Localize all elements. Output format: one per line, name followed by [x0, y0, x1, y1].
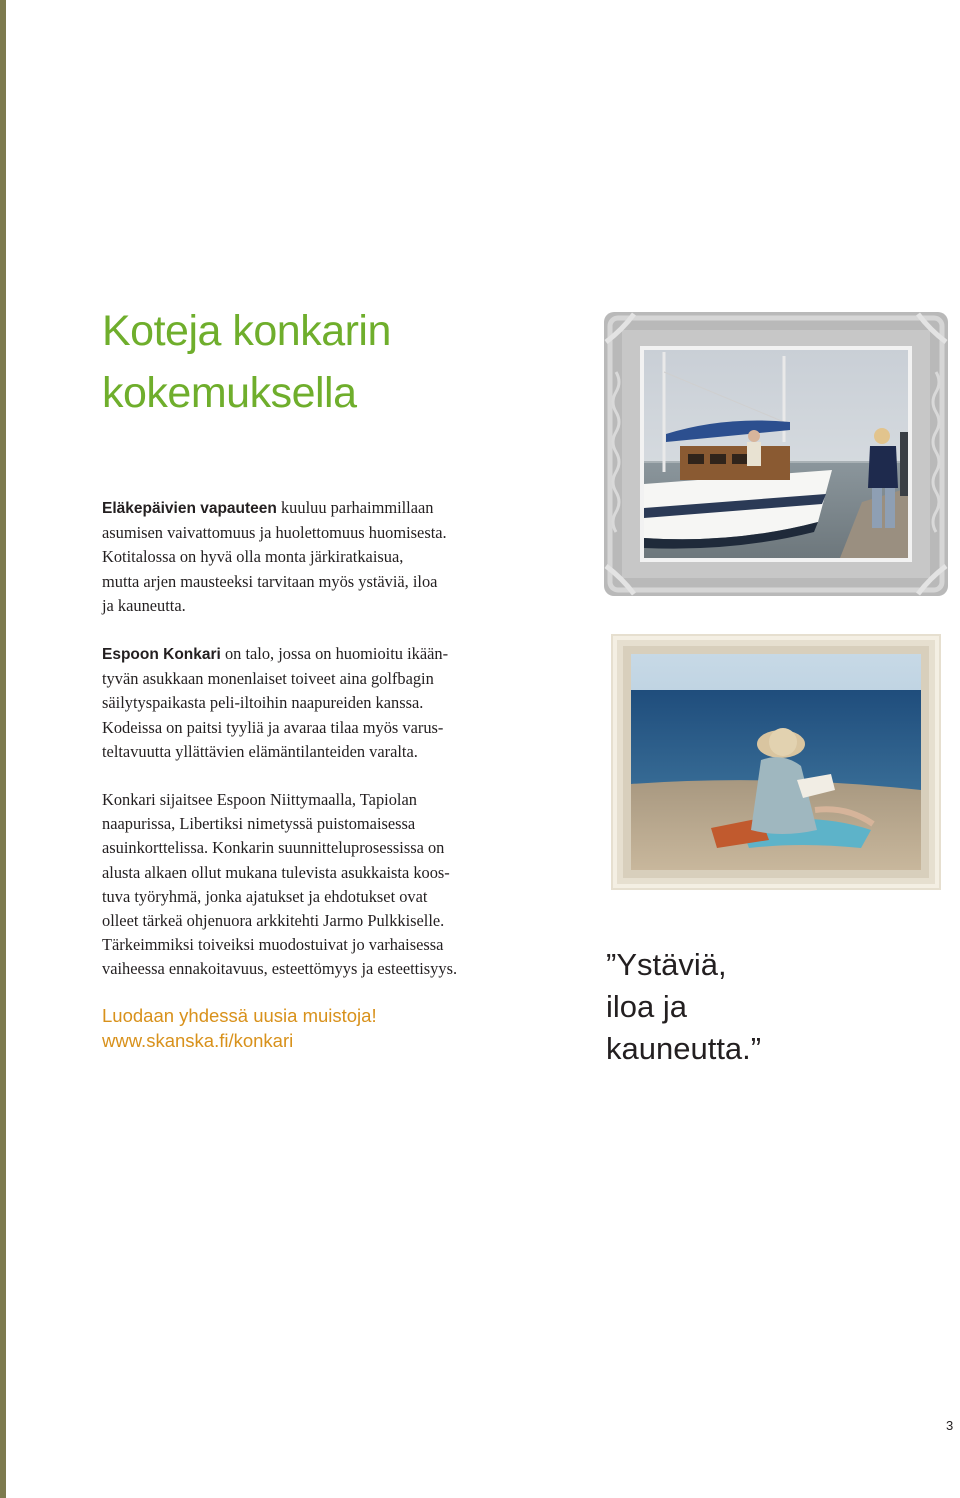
page-spine-strip: [0, 0, 6, 1498]
framed-photo-boat: [604, 312, 948, 596]
title-line-1: Koteja konkarin: [102, 307, 391, 355]
page-title: [102, 300, 582, 424]
quote-line-2: iloa ja: [606, 989, 687, 1024]
quote-line-1: ”Ystäviä,: [606, 947, 727, 982]
lead-phrase: Eläkepäivien vapauteen: [102, 500, 277, 517]
call-to-action: [102, 1003, 377, 1053]
paragraph-intro: Eläkepäivien vapauteen kuuluu parhaimmillaan asumisen vaivattomuus ja huolettomuus huomisesta. Kotitalossa on hyvä olla monta järkiratkaisua, mutta arjen mausteeksi tarvitaan myös ystäviä, iloa ja kauneutta.: [102, 498, 447, 615]
beach-photo-illustration: [611, 634, 941, 890]
lead-phrase: Espoon Konkari: [102, 646, 221, 664]
paragraph-konkari: Espoon Konkari on talo, jossa on huomioitu ikään- tyvän asukkaan monenlaiset toiveet aina golfbagin säilytyspaikasta peli-iltoihin naapureiden kanssa. Kodeissa on paitsi tyyliä ja avaraa tilaa myös varus- teltavuutta yllättävien elämäntilanteiden varalta.: [102, 644, 449, 761]
framed-photo-beach: [611, 634, 941, 890]
cta-tagline: Luodaan yhdessä uusia muistoja!: [102, 1005, 377, 1026]
quote-line-3: kauneutta.”: [606, 1031, 762, 1066]
body-text-column: [102, 496, 532, 1006]
paragraph-location: Konkari sijaitsee Espoon Niittymaalla, Tapiolan naapurissa, Libertiksi nimetyssä puistomaisessa asuinkorttelissa. Konkarin suunnitteluprosessissa on alusta alkaen ollut mukana tulevista asukkaista koos- tuva työryhmä, jonka ajatukset ja ehdotukset ovat olleet tärkeä ohjenuora arkkitehti Jarmo Pulkkiselle. Tärkeimmiksi toiveiksi muodostuivat jo varhaisessa vaiheessa ennakoitavuus, esteettömyys ja esteettisyys.: [102, 790, 458, 979]
boat-photo-illustration: [604, 312, 948, 596]
page-number: 3: [946, 1418, 954, 1433]
pull-quote: [606, 944, 866, 1070]
website-link[interactable]: www.skanska.fi/konkari: [102, 1030, 294, 1051]
title-line-2: kokemuksella: [102, 369, 357, 417]
